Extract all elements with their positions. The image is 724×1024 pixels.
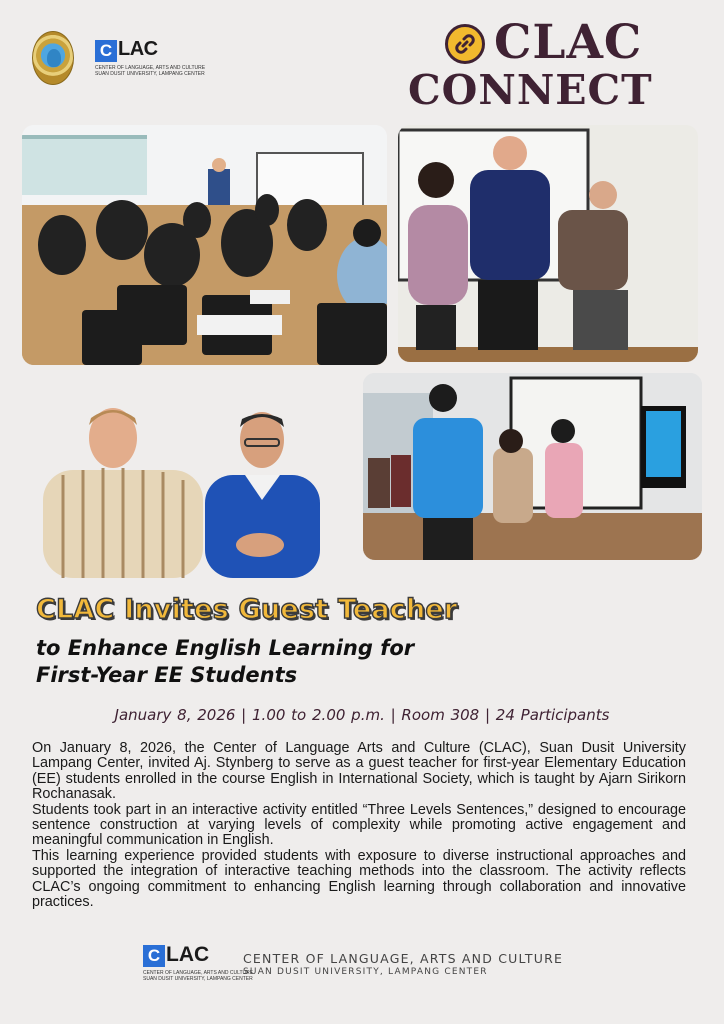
activity-photo [398, 125, 698, 362]
brand-line2: CONNECT [408, 66, 653, 114]
footer-university: SUAN DUSIT UNIVERSITY, LAMPANG CENTER [243, 967, 488, 977]
paragraph: This learning experience provided students with exposure to diverse instructional approaches and supported the integration of interactive teaching methods into the classroom. The activity reflects CLAC’s ongoing commitment to enhancing English learning through collaboration and innovative practices. [32, 847, 686, 911]
event-details: January 8, 2026 | 1.00 to 2.00 p.m. | Room 308 | 24 Participants [114, 706, 610, 724]
footer-logo-mark: C [143, 945, 165, 967]
subheadline: to Enhance English Learning for First-Year EE Students [36, 636, 415, 687]
whiteboard-photo [363, 373, 702, 560]
article-body [32, 741, 686, 910]
clac-connect-brand [408, 17, 678, 117]
host-teacher-cutout [200, 405, 325, 578]
footer-logo-subtitle: CENTER OF LANGUAGE, ARTS AND CULTURE SUAN DUSIT UNIVERSITY, LAMPANG CENTER [143, 970, 254, 982]
footer-org-name: CENTER OF LANGUAGE, ARTS AND CULTURE [243, 951, 564, 966]
link-icon [445, 24, 485, 64]
classroom-photo [22, 125, 387, 365]
paragraph: On January 8, 2026, the Center of Language Arts and Culture (CLAC), Suan Dusit University Lampang Center, invited Aj. Stynberg to serve as a guest teacher for first-year Elementary Education (EE) students enrolled in the course English in International Society, which is taught by Ajarn Sirikorn Rochanasak. [32, 740, 686, 803]
clac-logo-subtitle: CENTER OF LANGUAGE, ARTS AND CULTURE SUAN DUSIT UNIVERSITY, LAMPANG CENTER [95, 65, 206, 77]
clac-logo-mark: C [95, 40, 117, 62]
clac-logo-word: LAC [118, 38, 158, 60]
footer-logo-word: LAC [166, 943, 210, 966]
university-seal [32, 31, 74, 85]
headline: CLAC Invites Guest Teacher [36, 594, 458, 625]
footer-clac-logo [143, 943, 254, 982]
brand-line1: CLAC [494, 15, 643, 70]
clac-logo [95, 38, 206, 80]
paragraph: Students took part in an interactive activity entitled “Three Levels Sentences,” designed to encourage sentence construction at varying levels of complexity while promoting active engagement and meaningful communication in English. [32, 801, 686, 849]
guest-teacher-cutout [28, 400, 208, 578]
